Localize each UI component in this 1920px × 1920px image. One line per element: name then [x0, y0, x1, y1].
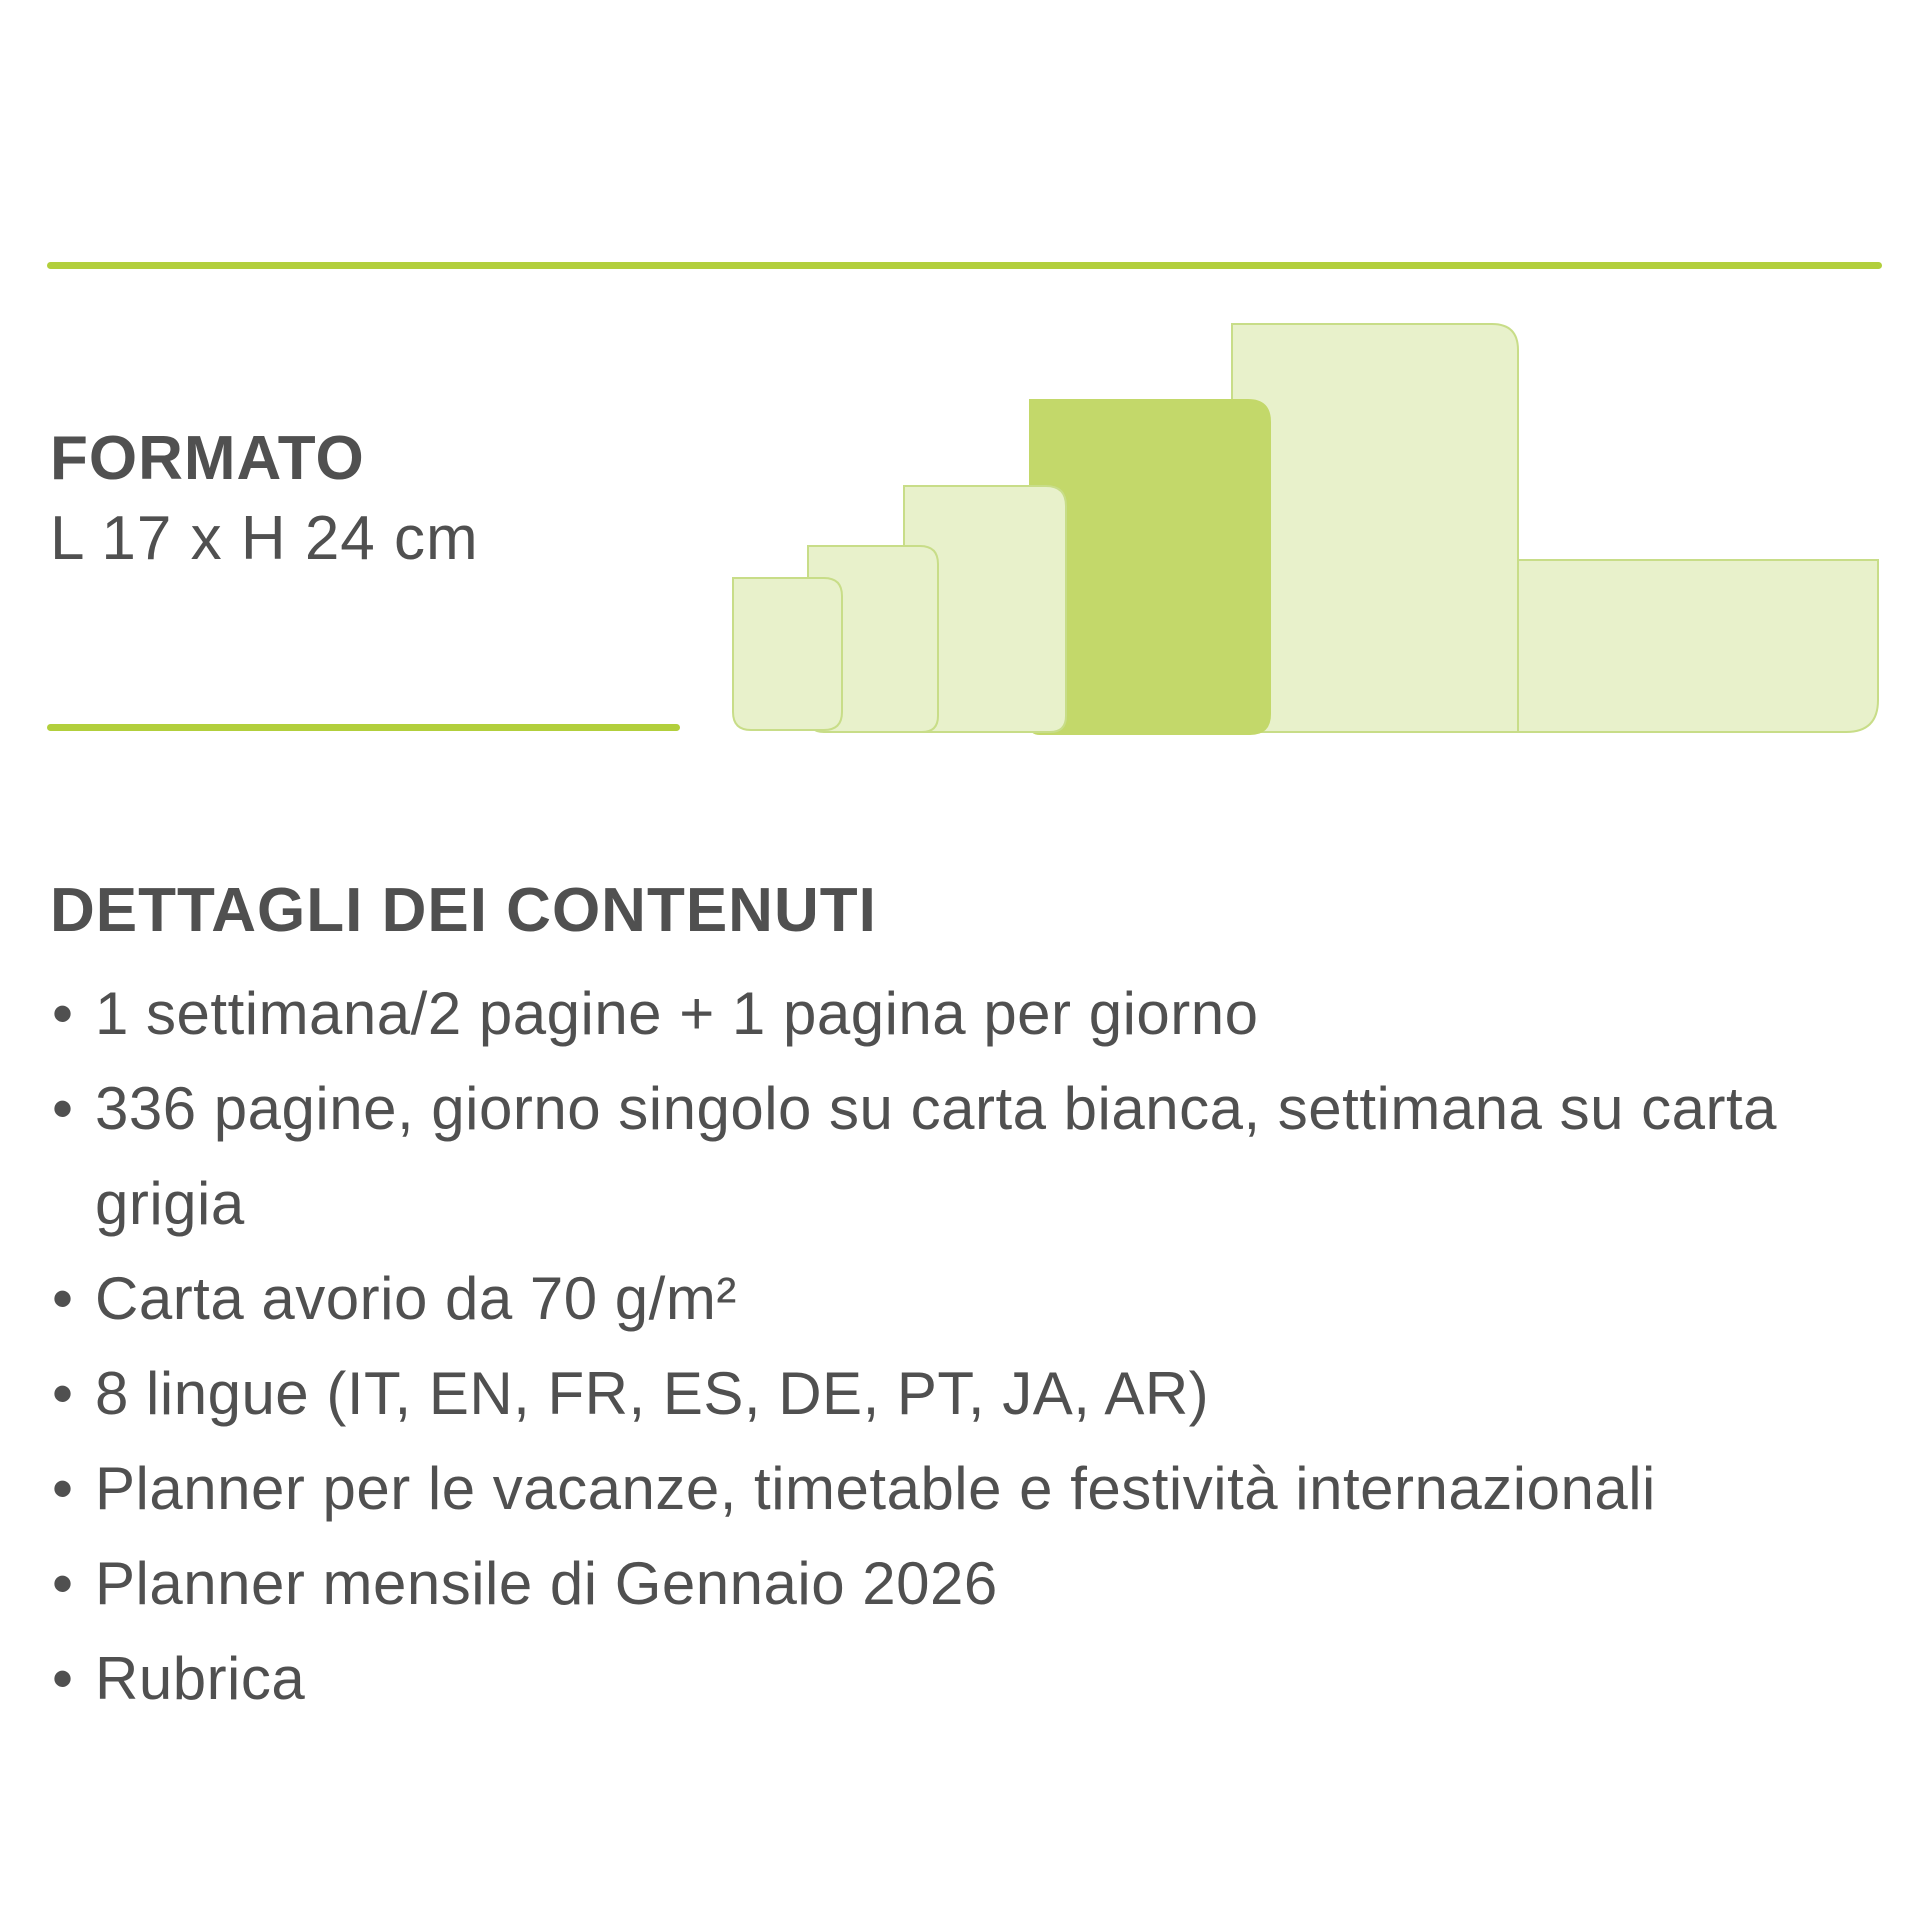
list-item-text: Carta avorio da 70 g/m² — [95, 1265, 737, 1332]
list-item-text: 8 lingue (IT, EN, FR, ES, DE, PT, JA, AR) — [95, 1360, 1210, 1427]
list-item-text: Planner mensile di Gennaio 2026 — [95, 1550, 998, 1617]
format-heading: FORMATO — [50, 424, 365, 493]
list-item — [50, 1346, 1890, 1441]
bullet-marker: • — [52, 1455, 74, 1522]
list-item — [50, 1441, 1890, 1536]
list-item — [50, 1536, 1890, 1631]
list-item-text: 336 pagine, giorno singolo su carta bianca, settimana su carta grigia — [95, 1075, 1778, 1237]
list-item-text: Planner per le vacanze, timetable e festività internazionali — [95, 1455, 1656, 1522]
list-item — [50, 966, 1890, 1061]
bullet-marker: • — [52, 980, 74, 1047]
contents-heading: DETTAGLI DEI CONTENUTI — [50, 876, 877, 945]
bullet-marker: • — [52, 1075, 74, 1142]
bullet-marker: • — [52, 1550, 74, 1617]
notebook-sizes-illustration — [0, 0, 1920, 760]
format-value: L 17 x H 24 cm — [50, 504, 479, 573]
size-shape-large — [1232, 324, 1518, 732]
bullet-marker: • — [52, 1645, 74, 1712]
size-shape-smallest — [733, 578, 842, 730]
list-item — [50, 1251, 1890, 1346]
size-shape-landscape — [1490, 560, 1878, 732]
list-item-text: 1 settimana/2 pagine + 1 pagina per giorno — [95, 980, 1259, 1047]
list-item — [50, 1631, 1890, 1726]
bullet-marker: • — [52, 1360, 74, 1427]
list-item — [50, 1061, 1890, 1251]
bullet-marker: • — [52, 1265, 74, 1332]
contents-list — [50, 966, 1890, 1726]
list-item-text: Rubrica — [95, 1645, 306, 1712]
